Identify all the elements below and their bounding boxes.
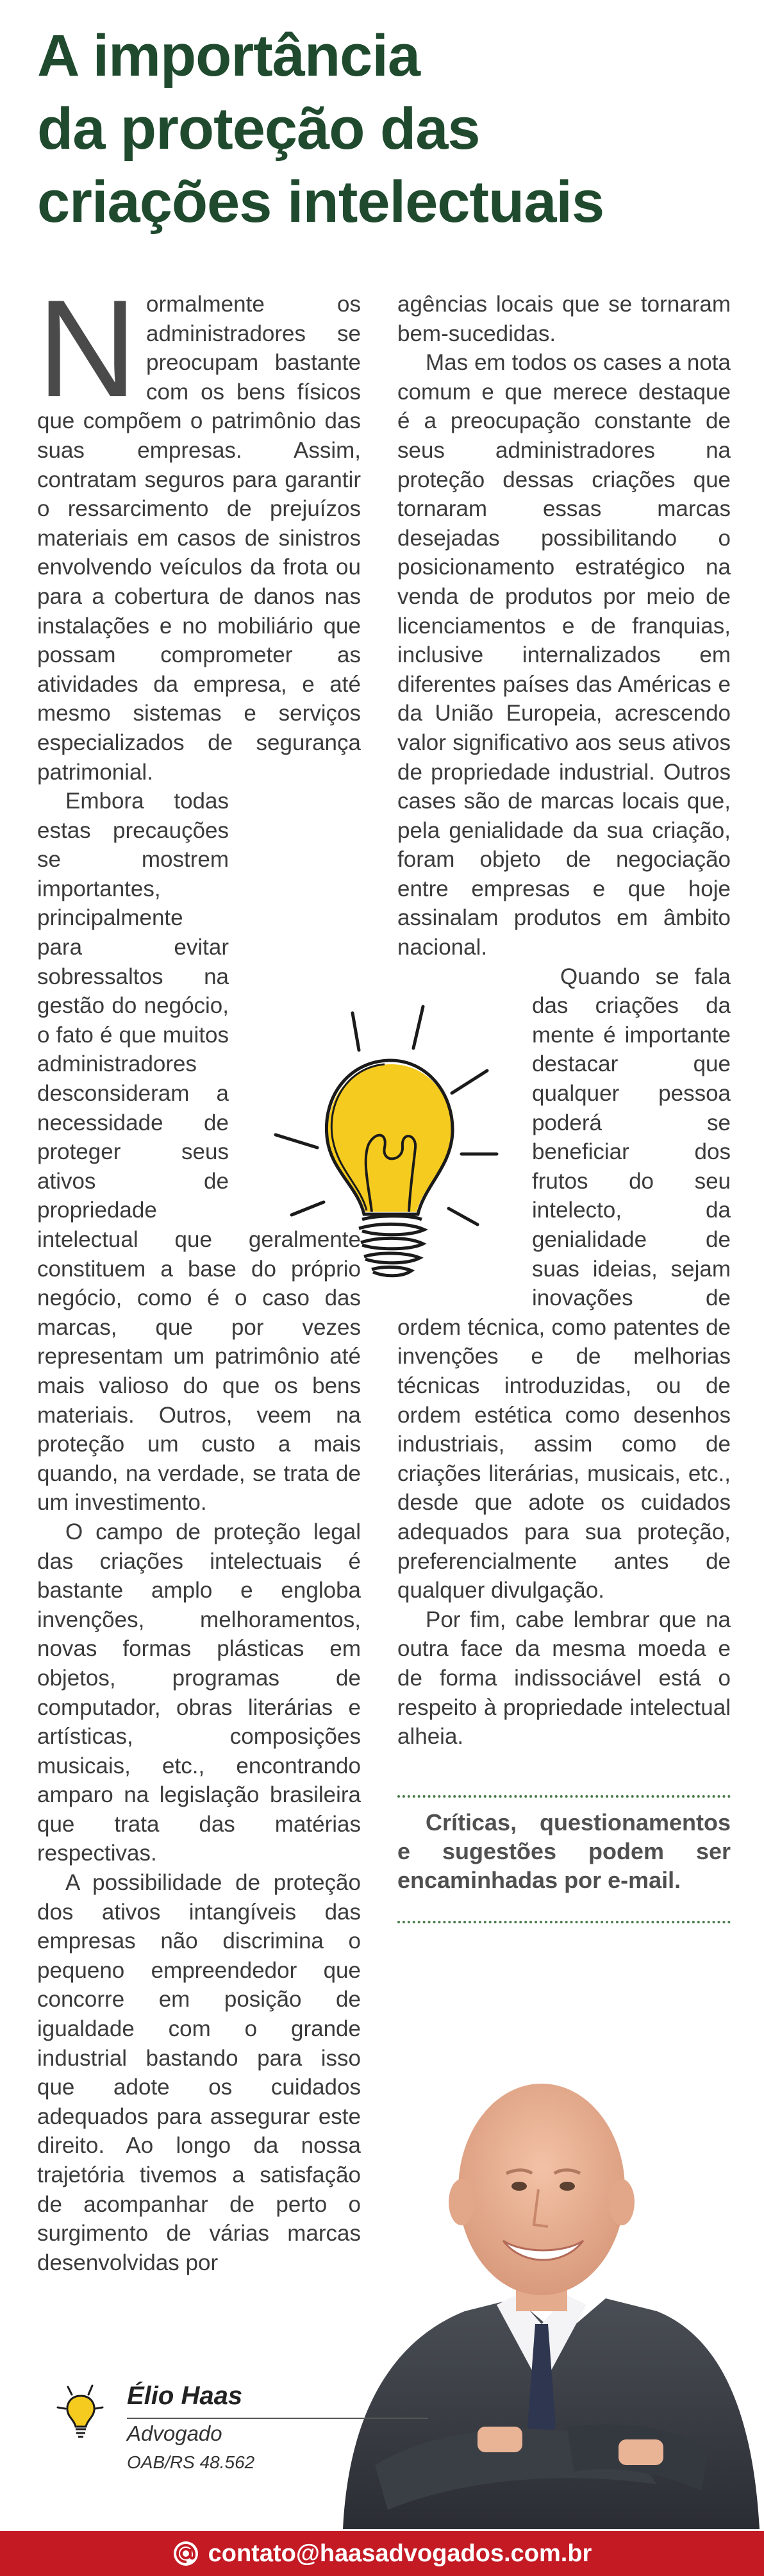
email-at-icon [172, 2540, 199, 2567]
light-bulb-icon [256, 994, 526, 1295]
contact-email-link[interactable]: contato@haasadvogados.com.br [208, 2539, 592, 2567]
paragraph-6: Mas em todos os cases a nota comum e que merece destaque é a preocupação constante de seus administradores na proteção dessas criações que tornaram essas marcas desejadas possibilitando o posicionamento estratégico na venda de produtos por meio de licenciamentos e de franquias, inclusive internalizados em diferentes países das Américas e da União Europeia, acrescendo valor significativo aos seus ativos de propriedade industrial. Outros cases são de marcas locais que, pela genialidade da sua criação, foram objeto de negociação entre empresas e que hoje assinalam produtos em âmbito nacional. [397, 350, 731, 960]
callout-separator-top [397, 1795, 731, 1798]
callout-box [397, 1808, 731, 1894]
paragraph-1: Normalmente os administradores se preocupam bastante com os bens físicos que compõem o patrimônio das suas empresas. Assim, contratam seguros para garantir o ressarcimento de prejuízos materiais em casos de sinistros envolvendo veículos da frota ou para a cobertura de danos nas instalações e no mobiliário que possam comprometer as atividades da empresa, e até mesmo sistemas e serviços especializados de segurança patrimonial. [37, 271, 361, 785]
callout-separator-bottom [397, 1921, 731, 1923]
signature-line [127, 2418, 428, 2419]
paragraph-8: Por fim, cabe lembrar que na outra face da mesma moeda e de forma indissociável está o respeito à propriedade intelectual alheia. [397, 1607, 731, 1750]
title-line-2: da proteção das [37, 96, 480, 162]
paragraph-3: O campo de proteção legal das criações intelectuais é bastante amplo e engloba invenções, melhoramentos, novas formas plásticas em objetos, programas de computador, obras literárias e artísticas, composições musicais, etc., encontrando amparo na legislação brasileira que trata das matérias respectivas. [37, 1519, 361, 1866]
author-name: Élio Haas [127, 2382, 243, 2410]
author-oab: OAB/RS 48.562 [127, 2452, 255, 2472]
callout-text: Críticas, questionamentos e sugestões podem ser encaminhadas por e-mail. [397, 1809, 731, 1893]
author-signature [55, 2382, 255, 2472]
article-title [37, 19, 742, 238]
footer-bar [0, 2531, 764, 2576]
paragraph-5: agências locais que se tornaram bem-sucedidas. [397, 292, 731, 346]
paragraph-7: Quando se fala das criações da mente é importante destacar que qualquer pessoa poderá se beneficiar dos frutos do seu intelecto, da genialidade de suas ideias, sejam inovações de ordem técnica, como patentes de invenções e de melhorias técnicas introduzidas, ou de ordem estética como desenhos industriais, assim como de criações literárias, musicais, etc., desde que adote os cuidados adequados para sua proteção, preferencialmente antes de qualquer divulgação. [397, 962, 731, 1605]
paragraph-4: A possibilidade de proteção dos ativos intangíveis das empresas não discrimina o pequeno empreendedor que concorre em posição de igualdade com o grande industrial bastando para isso que adote os cuidados adequados para assegurar este direito. Ao longo da nossa trajetória tivemos a satisfação de acompanhar de perto o surgimento de várias marcas desenvolvidas por [37, 1870, 361, 2275]
title-line-3: criações intelectuais [37, 169, 604, 235]
drop-cap: N [37, 271, 137, 426]
author-role: Advogado [127, 2421, 222, 2445]
author-photo [324, 1978, 760, 2529]
small-bulb-icon [55, 2382, 106, 2439]
title-line-1: A importância [37, 23, 420, 88]
paragraph-2: Embora todas estas precauções se mostrem importantes, principalmente para evitar sobressaltos na gestão do negócio, o fato é que muitos administradores desconsideram a necessidade de proteger seus ativos de propriedade intelectual que geralmente constituem a base do próprio negócio, como é o caso das marcas, que por vezes representam um patrimônio até mais valioso do que os bens materiais. Outros, veem na proteção um custo a mais quando, na verdade, se trata de um investimento. [37, 789, 361, 1516]
